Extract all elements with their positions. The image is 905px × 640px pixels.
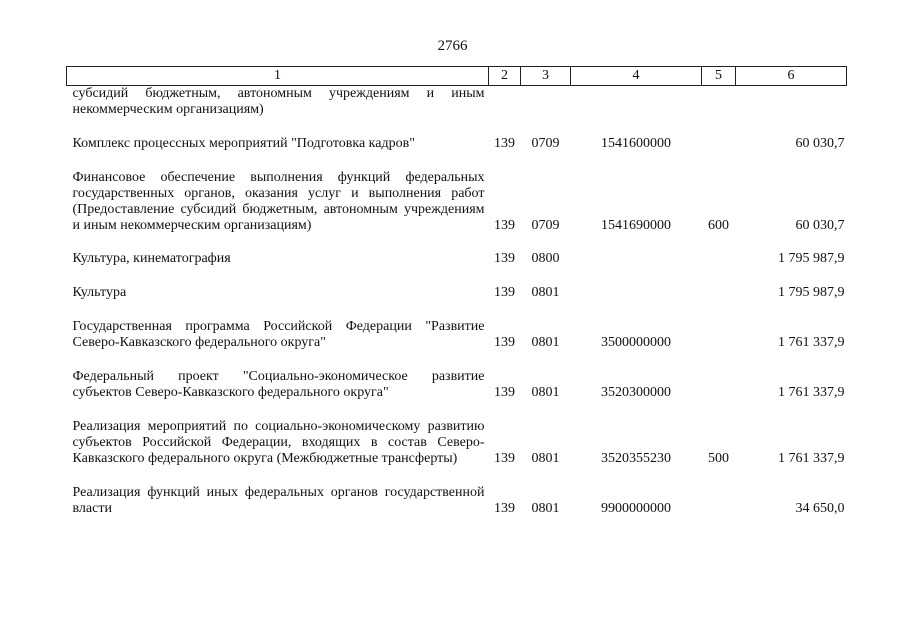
row-type <box>702 86 736 119</box>
table-row <box>67 285 847 301</box>
row-section: 0801 <box>531 285 560 300</box>
row-section: 0709 <box>531 218 560 233</box>
header-col-4: 4 <box>571 67 702 86</box>
row-admin: 139 <box>494 218 515 233</box>
row-admin: 139 <box>494 451 515 466</box>
row-type <box>702 319 736 351</box>
row-type <box>702 285 736 301</box>
row-amount: 1 795 987,9 <box>778 285 845 300</box>
row-target: 3520300000 <box>601 385 671 400</box>
table-row <box>67 170 847 234</box>
row-name: Культура, кинематография <box>72 251 231 266</box>
row-type <box>702 251 736 267</box>
row-amount: 1 761 337,9 <box>778 385 845 400</box>
table-row <box>67 86 847 119</box>
row-admin: 139 <box>494 385 515 400</box>
row-name: Государственная программа Российской Федерации "Развитие Северо-Кавказского федерального округа" <box>72 319 485 350</box>
row-target: 3500000000 <box>601 335 671 350</box>
row-section: 0801 <box>531 501 560 516</box>
row-section: 0801 <box>531 335 560 350</box>
row-amount: 60 030,7 <box>795 136 845 151</box>
column-number-header <box>67 67 847 86</box>
table-row <box>67 485 847 517</box>
row-target: 9900000000 <box>601 501 671 516</box>
row-name: Финансовое обеспечение выполнения функций федеральных государственных органов, оказания услуг и выполнения работ (Предоставление субсидий бюджетным, автономным учреждениям и иным некоммерческим организациям) <box>72 170 485 233</box>
table-row <box>67 136 847 152</box>
budget-table <box>66 66 847 517</box>
row-type <box>702 136 736 152</box>
row-admin: 139 <box>494 501 515 516</box>
row-name: Культура <box>72 285 127 300</box>
header-col-1: 1 <box>67 67 489 86</box>
page-number: 2766 <box>437 38 468 54</box>
row-section <box>521 86 571 119</box>
header-col-5: 5 <box>702 67 736 86</box>
table-row <box>67 419 847 467</box>
row-amount: 1 761 337,9 <box>778 451 845 466</box>
row-amount <box>736 86 847 119</box>
table-row <box>67 251 847 267</box>
row-type <box>702 485 736 517</box>
row-type: 600 <box>708 218 729 233</box>
row-admin: 139 <box>494 136 515 151</box>
row-name: Реализация мероприятий по социально-экономическому развитию субъектов Российской Федерации, входящих в состав Северо-Кавказского федерального округа (Межбюджетные трансферты) <box>72 419 485 466</box>
row-admin: 139 <box>494 335 515 350</box>
row-type <box>702 369 736 401</box>
row-target <box>571 86 702 119</box>
row-target: 3520355230 <box>601 451 671 466</box>
row-admin: 139 <box>494 251 515 266</box>
row-section: 0709 <box>531 136 560 151</box>
row-name: субсидий бюджетным, автономным учреждениям и иным некоммерческим организациям) <box>72 86 485 117</box>
table-row <box>67 369 847 401</box>
row-section: 0801 <box>531 451 560 466</box>
row-target: 1541600000 <box>601 136 671 151</box>
row-admin: 139 <box>494 285 515 300</box>
row-amount: 60 030,7 <box>795 218 845 233</box>
header-col-3: 3 <box>521 67 571 86</box>
row-section: 0801 <box>531 385 560 400</box>
row-amount: 1 761 337,9 <box>778 335 845 350</box>
row-section: 0800 <box>531 251 560 266</box>
row-type: 500 <box>708 451 729 466</box>
row-amount: 1 795 987,9 <box>778 251 845 266</box>
row-name: Федеральный проект "Социально-экономическое развитие субъектов Северо-Кавказского федерального округа" <box>72 369 485 400</box>
header-col-2: 2 <box>489 67 521 86</box>
row-name: Реализация функций иных федеральных органов государственной власти <box>72 485 485 516</box>
header-col-6: 6 <box>736 67 847 86</box>
row-amount: 34 650,0 <box>795 501 845 516</box>
row-admin <box>489 86 521 119</box>
table-row <box>67 319 847 351</box>
row-target: 1541690000 <box>601 218 671 233</box>
row-name: Комплекс процессных мероприятий "Подготовка кадров" <box>72 136 415 151</box>
row-target <box>571 251 702 267</box>
row-target <box>571 285 702 301</box>
